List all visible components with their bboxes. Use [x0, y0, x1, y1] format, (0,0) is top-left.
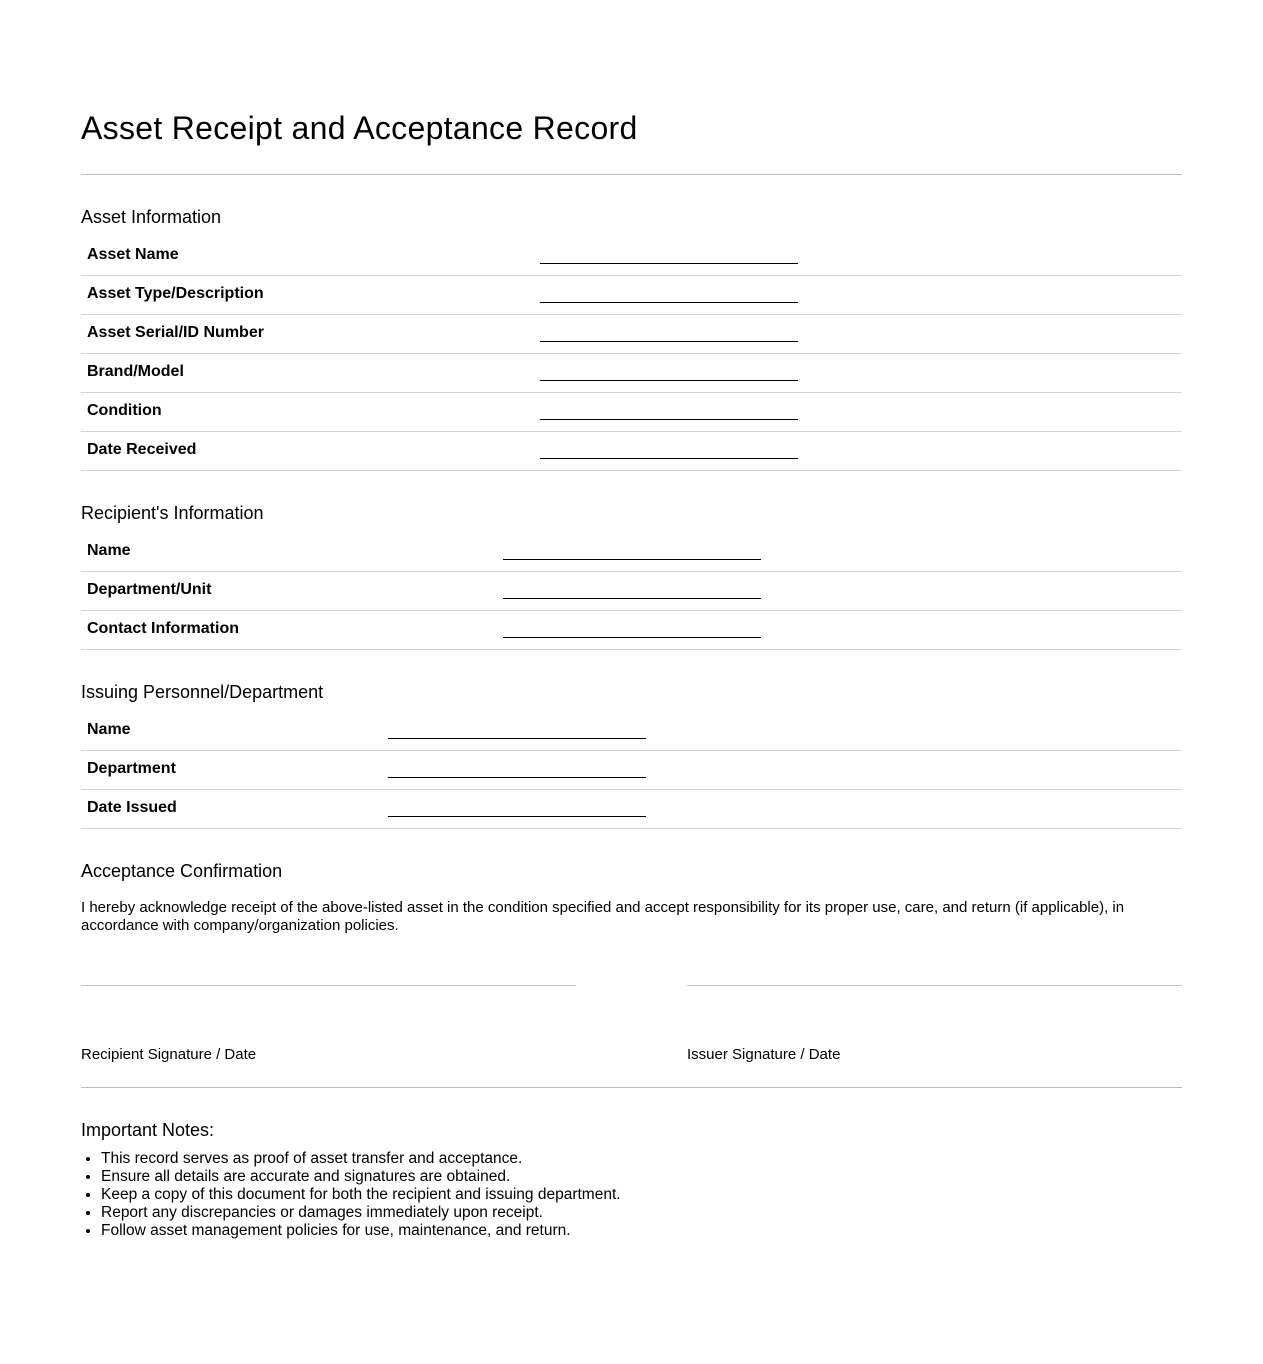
field-label: Name [87, 542, 131, 559]
field-label: Asset Name [87, 246, 179, 263]
signature-divider [81, 1087, 1182, 1088]
recipient-signature-label: Recipient Signature / Date [81, 1046, 257, 1063]
field-label: Asset Type/Description [87, 285, 264, 302]
recipient-info-form [81, 533, 1182, 650]
issuer-signature-line[interactable] [687, 985, 1182, 986]
field-label: Department/Unit [87, 581, 212, 598]
recipient-department-blank[interactable] [503, 598, 761, 599]
form-row-date-issued [81, 790, 1182, 829]
field-label: Contact Information [87, 620, 239, 637]
acceptance-statement: I hereby acknowledge receipt of the above-listed asset in the condition specified and accept responsibility for its proper use, care, and return (if applicable), in accordance with company/organization policies. [81, 899, 1125, 934]
field-label: Date Issued [87, 799, 177, 816]
issuing-info-form [81, 712, 1182, 829]
field-label: Name [87, 721, 131, 738]
notes-heading: Important Notes: [81, 1120, 215, 1140]
form-row-date-received [81, 432, 1182, 471]
asset-info-form [81, 237, 1182, 471]
form-row-issuer-name [81, 712, 1182, 751]
field-label: Department [87, 760, 176, 777]
asset-name-blank[interactable] [540, 263, 798, 264]
field-label: Date Received [87, 441, 197, 458]
condition-blank[interactable] [540, 419, 798, 420]
form-row-recipient-name [81, 533, 1182, 572]
date-received-blank[interactable] [540, 458, 798, 459]
field-label: Brand/Model [87, 363, 184, 380]
issuing-info-heading: Issuing Personnel/Department [81, 682, 324, 702]
issuer-name-blank[interactable] [388, 738, 646, 739]
recipient-signature-line[interactable] [81, 985, 576, 986]
issuer-signature-label: Issuer Signature / Date [687, 1046, 841, 1063]
acceptance-heading: Acceptance Confirmation [81, 861, 283, 881]
form-row-brand-model [81, 354, 1182, 393]
form-row-asset-serial [81, 315, 1182, 354]
brand-model-blank[interactable] [540, 380, 798, 381]
list-item: • Keep a copy of this document for both the recipient and issuing department. [101, 1186, 621, 1204]
field-label: Asset Serial/ID Number [87, 324, 264, 341]
asset-type-blank[interactable] [540, 302, 798, 303]
list-item: • Ensure all details are accurate and signatures are obtained. [101, 1168, 621, 1186]
recipient-info-heading: Recipient's Information [81, 503, 264, 523]
form-row-issuer-department [81, 751, 1182, 790]
form-row-asset-type [81, 276, 1182, 315]
recipient-name-blank[interactable] [503, 559, 761, 560]
form-row-asset-name [81, 237, 1182, 276]
date-issued-blank[interactable] [388, 816, 646, 817]
asset-info-heading: Asset Information [81, 207, 222, 227]
form-row-condition [81, 393, 1182, 432]
form-row-recipient-contact [81, 611, 1182, 650]
page-title: Asset Receipt and Acceptance Record [81, 110, 638, 146]
field-label: Condition [87, 402, 162, 419]
title-divider [81, 174, 1182, 175]
asset-serial-blank[interactable] [540, 341, 798, 342]
issuer-department-blank[interactable] [388, 777, 646, 778]
list-item: • This record serves as proof of asset transfer and acceptance. [101, 1150, 621, 1168]
list-item: • Report any discrepancies or damages immediately upon receipt. [101, 1204, 621, 1222]
recipient-contact-blank[interactable] [503, 637, 761, 638]
notes-list [81, 1150, 621, 1240]
list-item: • Follow asset management policies for use, maintenance, and return. [101, 1222, 621, 1240]
form-row-recipient-department [81, 572, 1182, 611]
